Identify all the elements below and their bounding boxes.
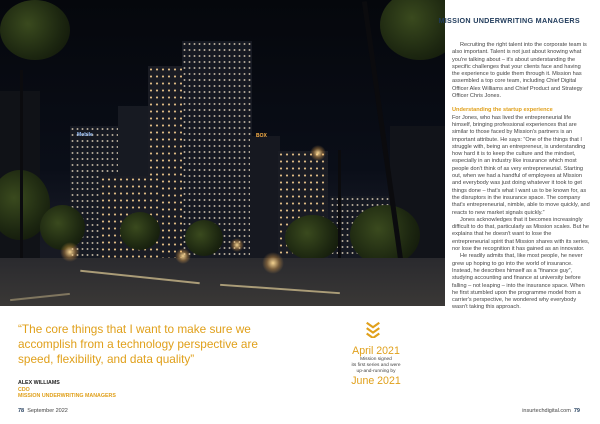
author-name: ALEX WILLIAMS [18,380,60,386]
article-paragraph: He readily admits that, like most people, he never grew up hoping to go into the world of insurance. Instead, he describes himself as a “finance guy”, studying accounting and finance at university before falling – not leaping – into the insurance space. When he first stumbled upon the programme model from a carrier's perspective, he wondered why everybody wasn't taking this approach. [452,253,585,311]
page-number: 79 [573,408,580,414]
tree [40,205,85,250]
page-number: 78 [18,408,25,414]
article-subheading: Understanding the startup experience [452,107,553,114]
timeline-box [338,345,414,387]
website-link[interactable]: insurtechdigital.com [522,408,571,414]
building-sign: BOX [256,133,267,139]
tree [120,212,160,250]
author-role: CDO [18,386,30,393]
tree [350,205,420,265]
tree [285,215,340,260]
magazine-section-title: MISSION UNDERWRITING MANAGERS [438,16,580,25]
footer-right [522,408,580,414]
tree [185,220,223,256]
timeline-text: its first series and were [351,363,401,368]
building-sign: Mobile [77,132,93,138]
street-light [310,145,326,161]
street-light [230,238,244,252]
article-paragraph: Jones acknowledges that it becomes increasingly difficult to do that, particularly as Mission scales. But he explains that he doesn't want to lose the entrepreneurial spirit that Mission shares with its series, nor lose the recognition it has gained as an innovator. [452,216,590,253]
road [0,258,445,306]
street-pole [20,70,23,280]
timeline-date-start: April 2021 [352,345,400,357]
street-light [175,248,191,264]
pull-quote: “The core things that I want to make sure we accomplish from a technology perspective are speed, flexibility, and data quality” [18,322,258,367]
footer-left [18,408,68,414]
article-paragraph: Recruiting the right talent into the corporate team is also important. Talent is not just about knowing what you're talking about – it's about understanding the specific challenges that your clients face and having the experience to guide them through it. Mission has assembled a top core team, including Chief Digital Officer Alex Williams and Chief Product and Strategy Officer Chris Jones. [452,42,587,100]
tree [0,0,70,60]
issue-date: September 2022 [27,408,68,414]
street-light [60,242,80,262]
quote-attribution [18,380,116,400]
author-company: MISSION UNDERWRITING MANAGERS [18,393,116,400]
article-column [452,42,590,312]
timeline-date-end: June 2021 [351,375,401,387]
timeline-text: Mission signed [360,357,392,362]
timeline-text: up-and-running by [356,369,396,374]
article-paragraph: For Jones, who has lived the entrepreneurial life himself, bringing professional experiences that are similar to those faced by Mission's partners is an important attribute. He says: “One of the things that I struggle with, being an entrepreneur, is understanding how hard it is to keep the culture and the mindset, especially in an industry like insurance which most people don't think of as very entrepreneurial. Starting out, when we had a handful of employees at Mission and everybody was just doing whatever it took to get things done – that's what I want us to be known for, as the disruptors in the insurance space. The company that's entrepreneurial, nimble, able to move quickly, and reacts to new market signals quickly.” [452,114,590,216]
chevron-down-icon [364,320,382,338]
street-light [262,252,284,274]
building [250,136,280,266]
tree [380,0,445,60]
